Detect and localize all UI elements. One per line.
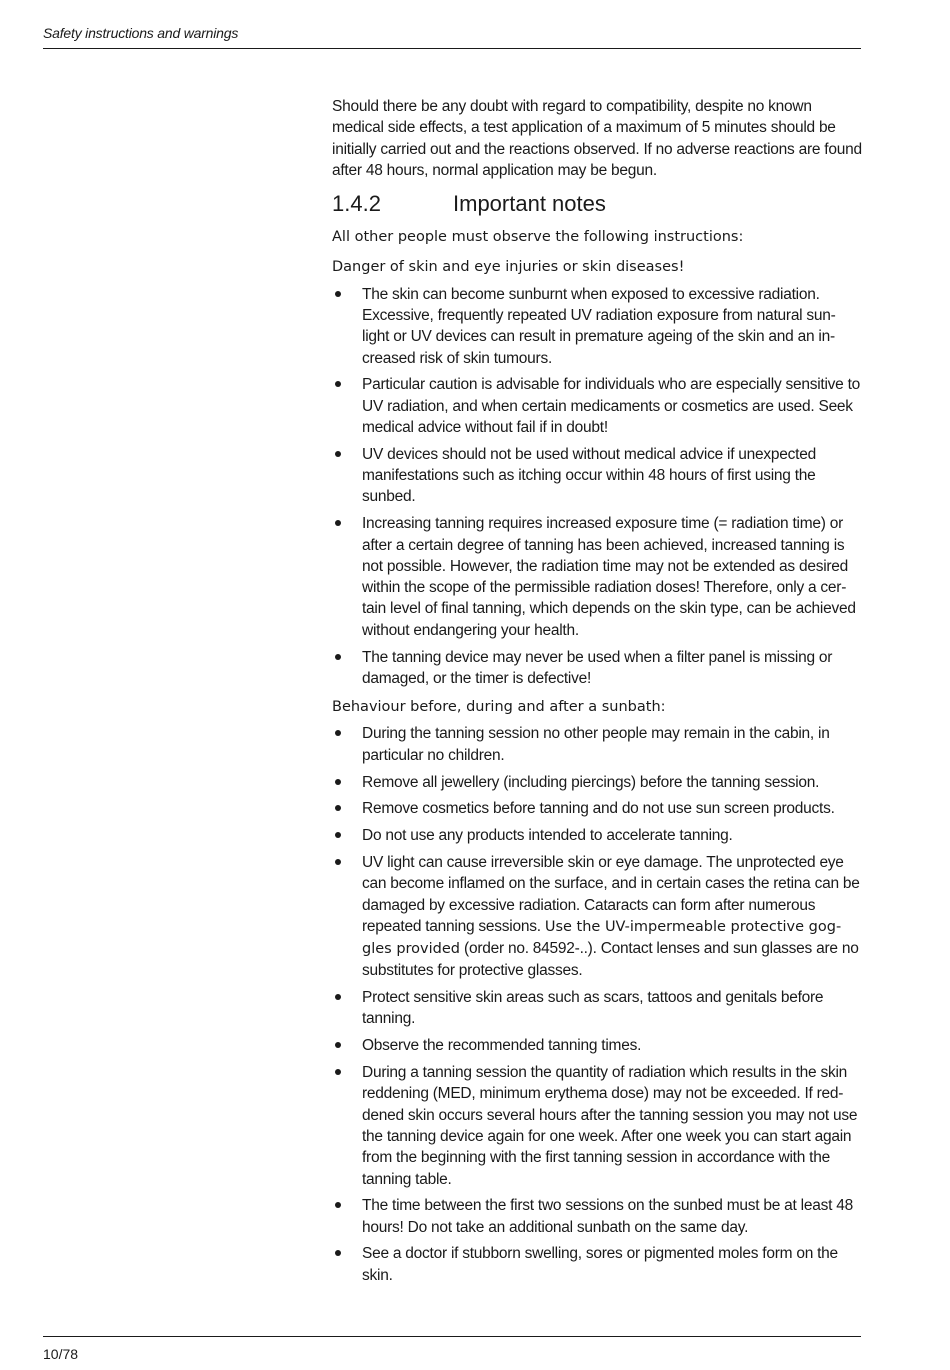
- behaviour-list: [332, 723, 862, 1286]
- bullet-icon: [335, 1069, 341, 1075]
- intro-paragraph: Should there be any doubt with regard to compatibility, despite no known medical side effects, a test application of a maximum of 5 minutes should be initially carried out and the reactions observed. If no adverse reactions are found after 48 hours, normal application may be begun.: [332, 98, 862, 179]
- list-item: The time between the first two sessions on the sunbed must be at least 48 hours! Do not take an additional sunbath on the same day.: [332, 1195, 862, 1238]
- bullet-icon: [335, 805, 341, 811]
- list-item: Remove all jewellery (including piercings) before the tanning session.: [332, 772, 862, 793]
- list-item: UV light can cause irreversible skin or eye damage. The unprotected eye can become inflamed on the surface, and in certain cases the retina can be damaged by excessive radiation. Cataracts can form after numerous repeated tanning sessions. Use the UV-impermeable protective gog-gles provided (order no. 84592-..). Contact lenses and sun glasses are no substitutes for protective glasses.: [332, 852, 862, 982]
- bullet-icon: [335, 654, 341, 660]
- list-item: The tanning device may never be used when a filter panel is missing or damaged, or the timer is defective!: [332, 647, 862, 690]
- list-item: Increasing tanning requires increased exposure time (= radiation time) or after a certain degree of tanning has been achieved, increased tanning is not possible. However, the radiation time may not be extended as desired within the scope of the permissible radiation doses! Therefore, only a cer-tain level of final tanning, which depends on the skin type, can be achieved without endangering your health.: [332, 513, 862, 641]
- section-heading: [332, 190, 862, 218]
- bullet-icon: [335, 832, 341, 838]
- list-item: See a doctor if stubborn swelling, sores or pigmented moles form on the skin.: [332, 1243, 862, 1286]
- bullet-icon: [335, 1042, 341, 1048]
- page-number: 10/78: [43, 1346, 79, 1362]
- bullet-icon: [335, 779, 341, 785]
- danger-list: [332, 284, 862, 689]
- bullet-icon: [335, 730, 341, 736]
- main-content: [332, 96, 862, 1294]
- section-title: Important notes: [453, 191, 606, 217]
- instructions-lead: All other people must observe the following instructions:: [332, 229, 744, 246]
- page-header-title: Safety instructions and warnings: [43, 25, 239, 41]
- list-item: The skin can become sunburnt when exposed to excessive radiation. Excessive, frequently repeated UV radiation exposure from natural sun-light or UV devices can result in premature ageing of the skin and an in-creased risk of skin tumours.: [332, 284, 862, 369]
- header-divider: [43, 48, 861, 49]
- bullet-icon: [335, 381, 341, 387]
- section-number: 1.4.2: [332, 191, 381, 217]
- list-item: During a tanning session the quantity of radiation which results in the skin reddening (MED, minimum erythema dose) may not be exceeded. If red-dened skin occurs several hours after the tanning session you may not use the tanning device again for one week. After one week you can start again from the beginning with the first tanning session in accordance with the tanning table.: [332, 1062, 862, 1190]
- bullet-icon: [335, 291, 341, 297]
- bullet-icon: [335, 859, 341, 865]
- bullet-icon: [335, 520, 341, 526]
- list-item: Remove cosmetics before tanning and do not use sun screen products.: [332, 798, 862, 819]
- behaviour-lead: Behaviour before, during and after a sunbath:: [332, 699, 666, 716]
- danger-lead: Danger of skin and eye injuries or skin diseases!: [332, 259, 685, 276]
- bullet-icon: [335, 1250, 341, 1256]
- list-item: During the tanning session no other people may remain in the cabin, in particular no children.: [332, 723, 862, 766]
- bullet-icon: [335, 1202, 341, 1208]
- list-item: Observe the recommended tanning times.: [332, 1035, 862, 1056]
- bullet-icon: [335, 451, 341, 457]
- list-item: Protect sensitive skin areas such as scars, tattoos and genitals before tanning.: [332, 987, 862, 1030]
- list-item: Particular caution is advisable for individuals who are especially sensitive to UV radiation, and when certain medicaments or cosmetics are used. Seek medical advice without fail if in doubt!: [332, 374, 862, 438]
- bullet-icon: [335, 994, 341, 1000]
- list-item: UV devices should not be used without medical advice if unexpected manifestations such as itching occur within 48 hours of first using the sunbed.: [332, 444, 862, 508]
- list-item: Do not use any products intended to accelerate tanning.: [332, 825, 862, 846]
- footer-divider: [43, 1336, 861, 1337]
